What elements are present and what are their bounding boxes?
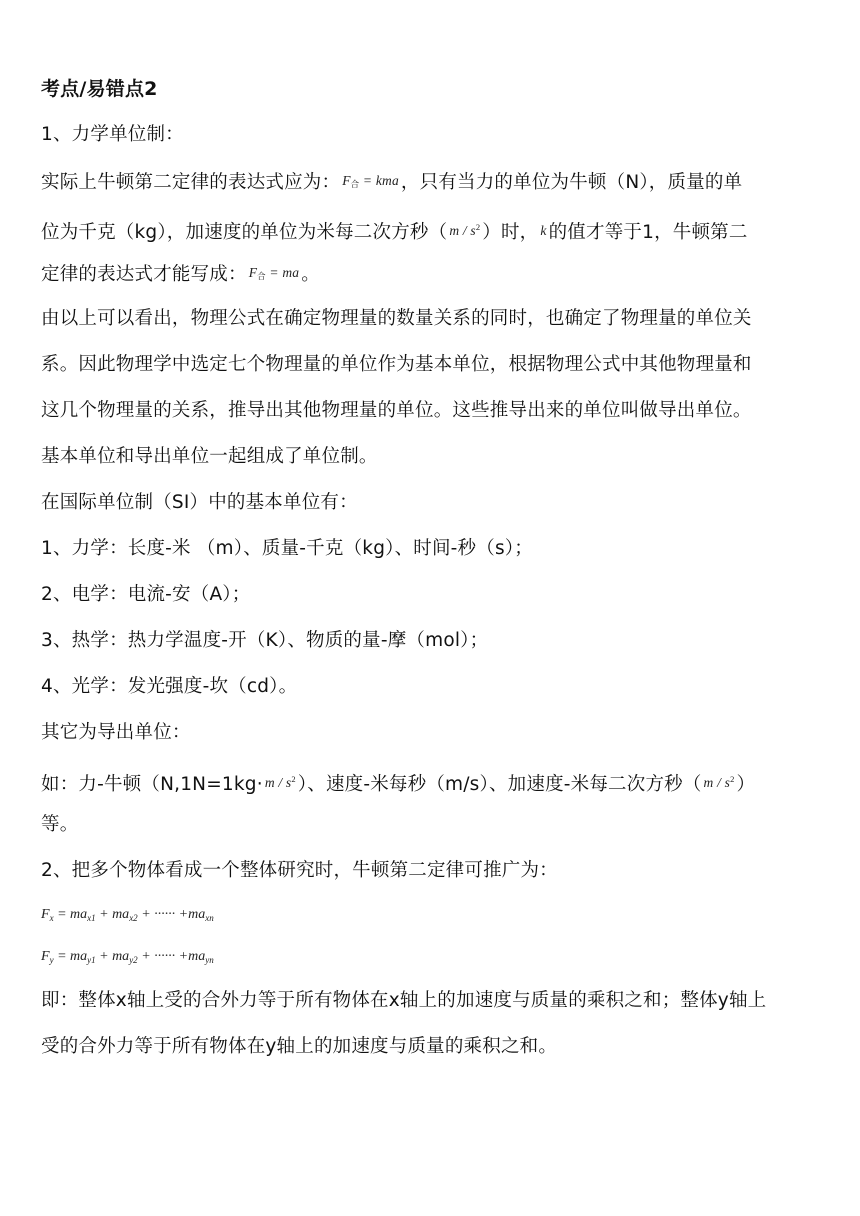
equation-y: $F_y = ma_{y1} + ma_{y2}$ + ······ $+ma_{yn}$	[41, 949, 214, 965]
si-list-item: 4、光学：发光强度-坎（cd）。	[41, 676, 298, 697]
text-segment: 实际上牛顿第二定律的表达式应为：	[41, 172, 341, 193]
symbol-k: k	[540, 223, 547, 238]
newton-law-paragraph-line-3	[41, 250, 823, 296]
si-list-item: 2、电学：电流-安（A）；	[41, 584, 251, 605]
text-segment: 位为千克（kg），加速度的单位为米每二次方秒（	[41, 222, 448, 243]
conclusion-line: 受的合外力等于所有物体在y轴上的加速度与质量的乘积之和。	[41, 1036, 558, 1057]
derived-units-examples-line-2: 等。	[41, 814, 79, 835]
unit-relation-line: 基本单位和导出单位一起组成了单位制。	[41, 446, 378, 467]
unit-relation-line: 这几个物理量的关系，推导出其他物理量的单位。这些推导出来的单位叫做导出单位。	[41, 400, 752, 421]
unit-relation-line: 由以上可以看出，物理公式在确定物理量的数量关系的同时，也确定了物理量的单位关	[41, 308, 752, 329]
system-newton-law-intro: 2、把多个物体看成一个整体研究时，牛顿第二定律可推广为：	[41, 860, 558, 881]
unit-relation-line: 系。因此物理学中选定七个物理量的单位作为基本单位，根据物理公式中其他物理量和	[41, 354, 752, 375]
newton-law-paragraph-line-1	[41, 158, 823, 204]
unit-m-per-s2: m / $s^2$	[449, 222, 481, 238]
document-body	[41, 66, 823, 1070]
text-segment: ）	[736, 774, 756, 795]
formula-f-kma: $F_合$ = kma	[342, 173, 399, 189]
si-intro: 在国际单位制（SI）中的基本单位有：	[41, 492, 358, 513]
text-segment: ，只有当力的单位为牛顿（N），质量的单	[400, 172, 743, 193]
subsection-title-unit-system: 1、力学单位制：	[41, 124, 184, 145]
text-segment: 。	[301, 264, 320, 285]
text-segment: 的值才等于1，牛顿第二	[548, 222, 748, 243]
newton-law-paragraph-line-2	[41, 204, 823, 250]
text-segment: 定律的表达式才能写成：	[41, 264, 247, 285]
unit-m-per-s2: m / $s^2$	[264, 774, 296, 790]
formula-f-ma: $F_合$ = ma	[248, 265, 300, 281]
text-segment: 如：力-牛顿（N,1N=1kg·	[41, 774, 263, 795]
si-list-item: 1、力学：长度-米 （m）、质量-千克（kg）、时间-秒（s）；	[41, 538, 533, 559]
conclusion-line: 即：整体x轴上受的合外力等于所有物体在x轴上的加速度与质量的乘积之和；整体y轴上	[41, 990, 767, 1011]
equation-x: $F_x = ma_{x1} + ma_{x2}$ + ······ $+ma_{xn}$	[41, 907, 214, 923]
si-list-item: 3、热学：热力学温度-开（K）、物质的量-摩（mol）；	[41, 630, 489, 651]
text-segment: ）、速度-米每秒（m/s）、加速度-米每二次方秒（	[297, 774, 702, 795]
text-segment: ）时，	[482, 222, 539, 243]
section-heading: 考点/易错点2	[41, 78, 158, 100]
derived-units-examples-line-1	[41, 756, 823, 802]
derived-units-intro: 其它为导出单位：	[41, 722, 191, 743]
unit-m-per-s2: m / $s^2$	[703, 774, 735, 790]
